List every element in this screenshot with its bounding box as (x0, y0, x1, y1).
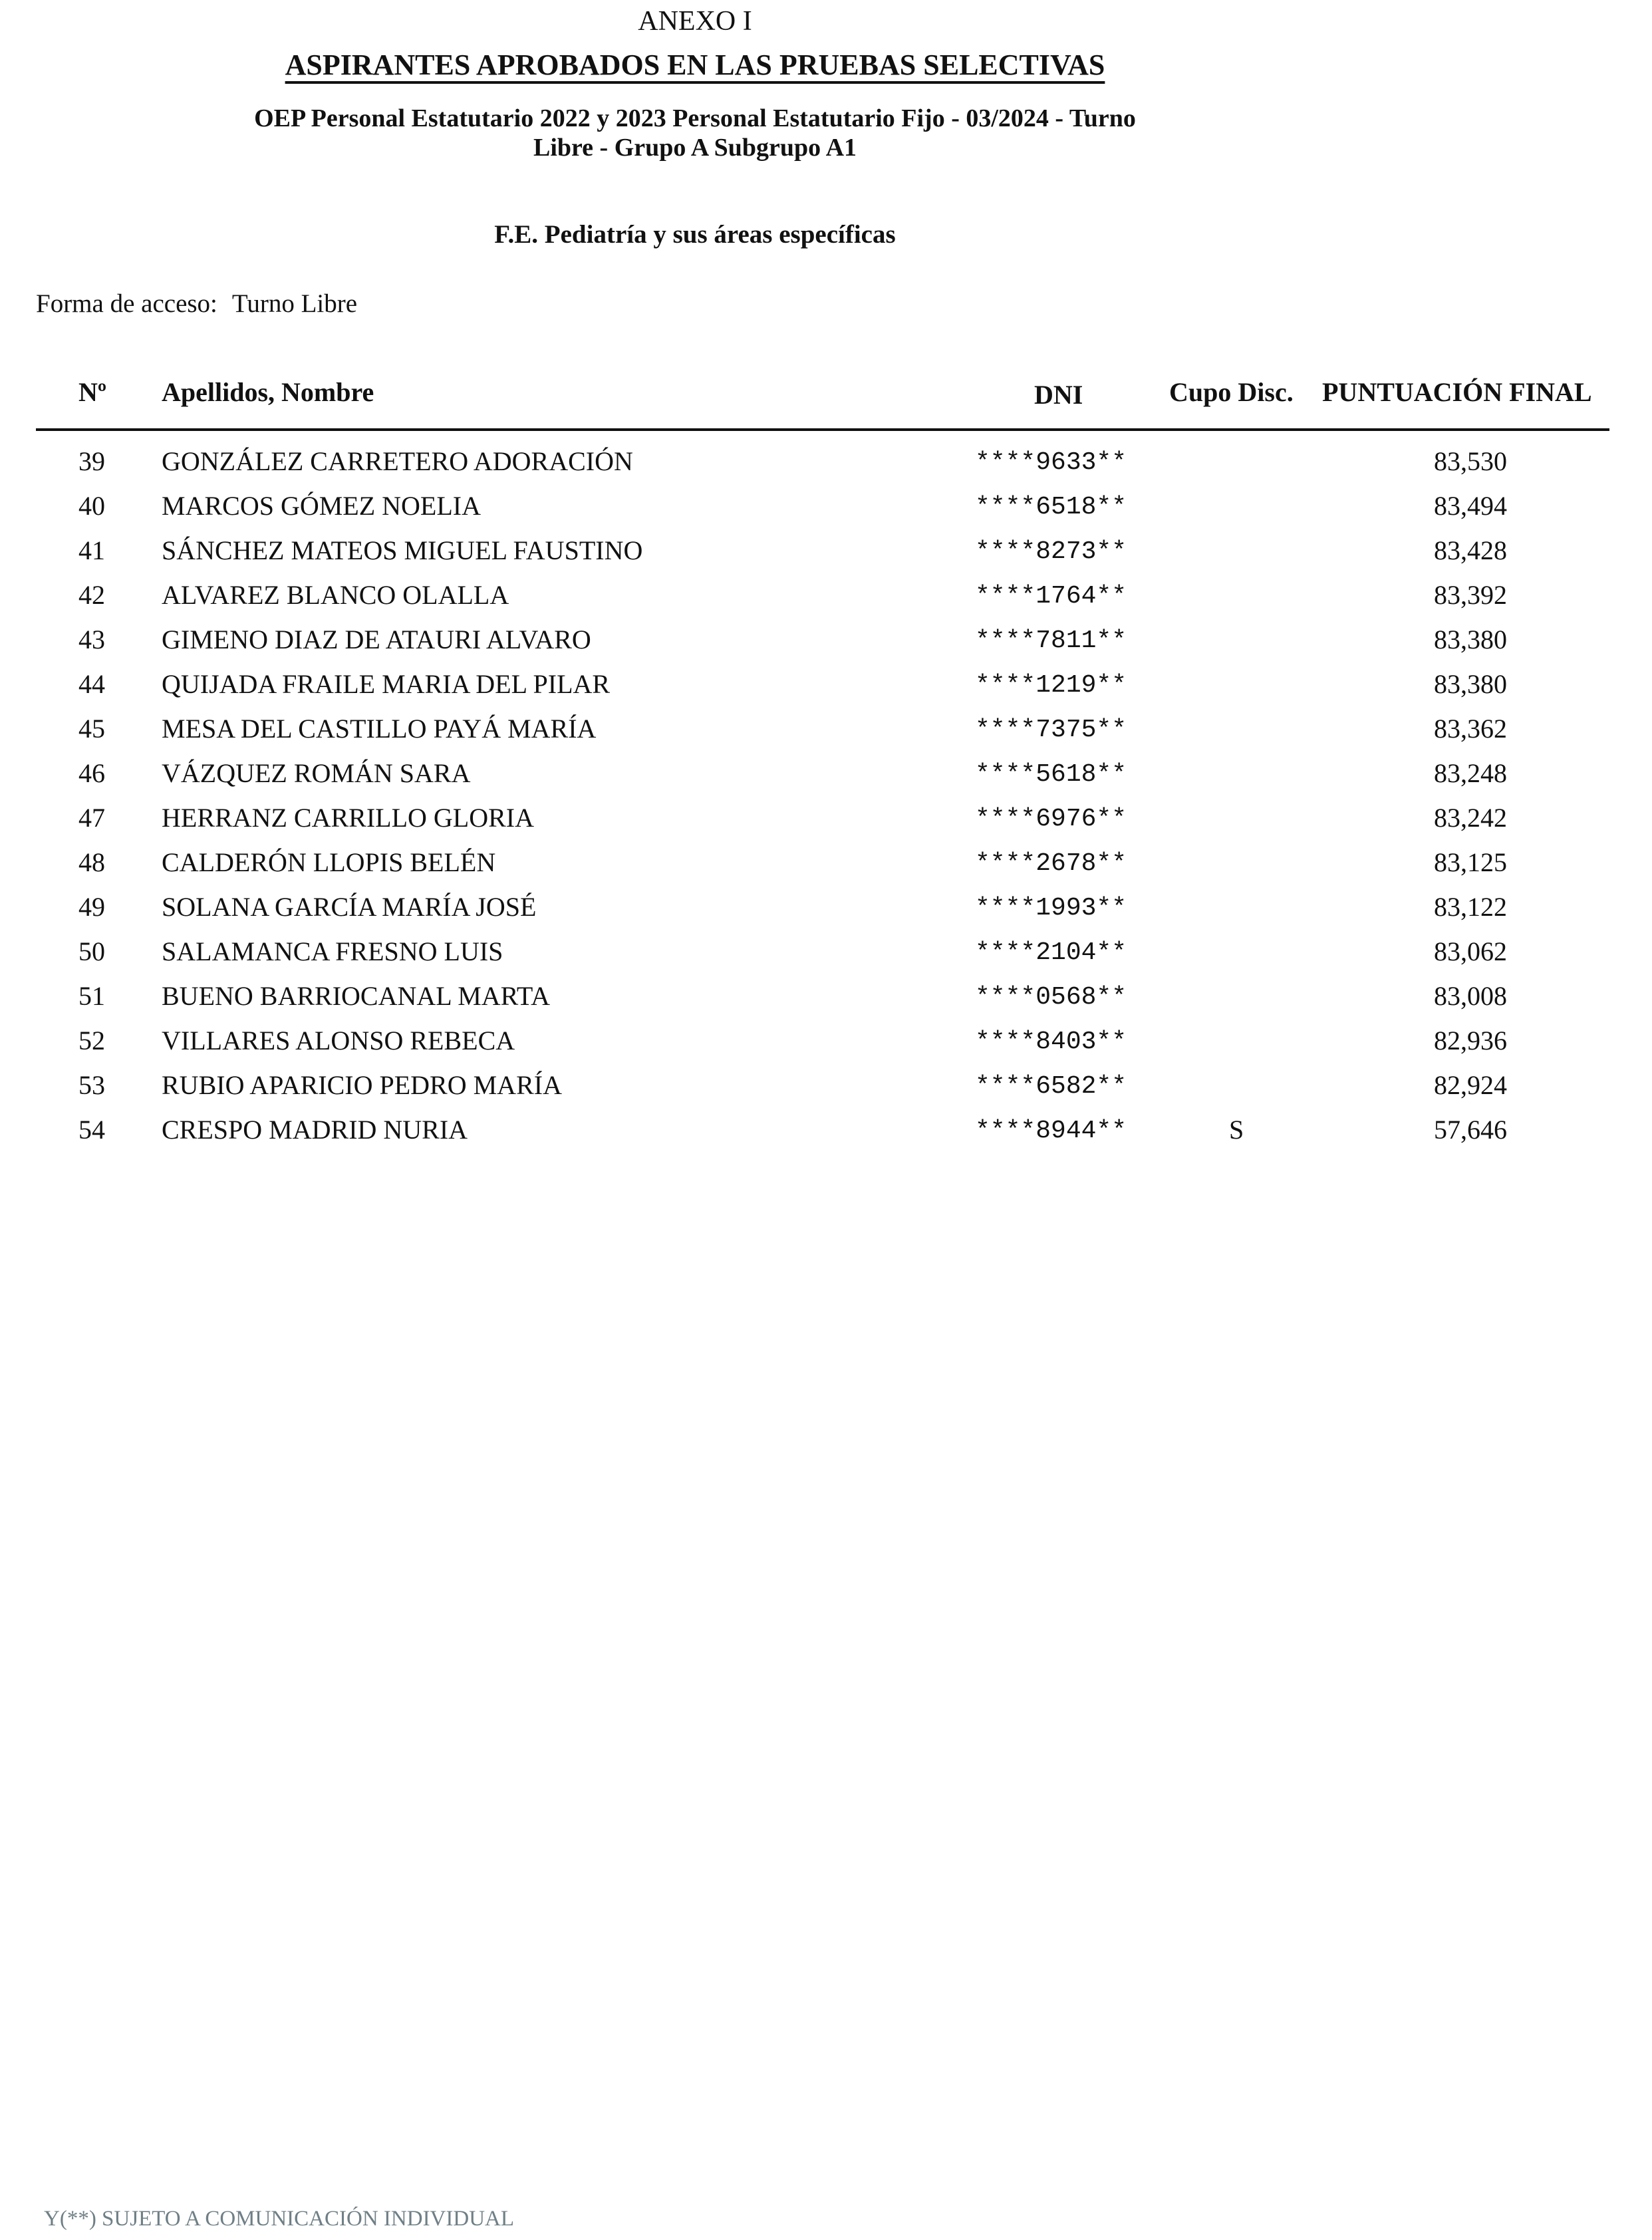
subtitle-line-2: Libre - Grupo A Subgrupo A1 (533, 134, 857, 162)
header-final-score: PUNTUACIÓN FINAL (1322, 377, 1592, 407)
row-dni: ****6976** (975, 805, 1127, 833)
row-final-score: 83,494 (1434, 491, 1507, 521)
annex-label: ANEXO I (638, 6, 752, 37)
row-cupo-disc: S (1229, 1115, 1244, 1145)
row-dni: ****6518** (975, 493, 1127, 521)
table-row (0, 709, 1652, 754)
row-final-score: 83,242 (1434, 803, 1507, 833)
row-name: CRESPO MADRID NURIA (162, 1115, 468, 1145)
row-dni: ****8403** (975, 1028, 1127, 1056)
row-dni: ****8944** (975, 1117, 1127, 1145)
table-row (0, 1110, 1652, 1155)
table-row (0, 798, 1652, 843)
header-name: Apellidos, Nombre (162, 377, 374, 407)
table-row (0, 887, 1652, 932)
row-final-score: 83,248 (1434, 758, 1507, 788)
table-row (0, 620, 1652, 664)
row-number: 52 (78, 1026, 105, 1055)
table-row (0, 1065, 1652, 1110)
row-dni: ****1764** (975, 582, 1127, 611)
row-name: HERRANZ CARRILLO GLORIA (162, 803, 534, 833)
row-name: VILLARES ALONSO REBECA (162, 1026, 515, 1055)
row-name: BUENO BARRIOCANAL MARTA (162, 981, 551, 1011)
row-number: 54 (78, 1115, 105, 1145)
footer-note: Y(**) SUJETO A COMUNICACIÓN INDIVIDUAL (44, 2207, 515, 2231)
header-divider (36, 428, 1609, 431)
row-final-score: 83,125 (1434, 847, 1507, 877)
table-row (0, 531, 1652, 575)
header-cupo-disc: Cupo Disc. (1169, 377, 1294, 407)
row-number: 50 (78, 936, 105, 966)
results-table (0, 442, 1652, 1155)
access-line (36, 289, 357, 319)
row-final-score: 83,008 (1434, 981, 1507, 1011)
row-final-score: 82,924 (1434, 1070, 1507, 1100)
row-name: MARCOS GÓMEZ NOELIA (162, 491, 481, 521)
row-dni: ****1219** (975, 671, 1127, 700)
row-number: 49 (78, 892, 105, 922)
row-final-score: 83,062 (1434, 936, 1507, 966)
header-dni: DNI (1034, 380, 1083, 410)
row-final-score: 83,122 (1434, 892, 1507, 922)
row-name: VÁZQUEZ ROMÁN SARA (162, 758, 471, 788)
row-final-score: 57,646 (1434, 1115, 1507, 1145)
row-final-score: 83,392 (1434, 580, 1507, 610)
row-final-score: 83,530 (1434, 446, 1507, 476)
subtitle-line-1: OEP Personal Estatutario 2022 y 2023 Personal Estatutario Fijo - 03/2024 - Turno (254, 104, 1136, 132)
row-number: 41 (78, 535, 105, 565)
row-final-score: 83,362 (1434, 714, 1507, 744)
row-final-score: 83,380 (1434, 625, 1507, 654)
row-name: ALVAREZ BLANCO OLALLA (162, 580, 509, 610)
document-title: ASPIRANTES APROBADOS EN LAS PRUEBAS SELECTIVAS (285, 49, 1105, 81)
header-number: Nº (78, 377, 107, 407)
table-row (0, 575, 1652, 620)
row-name: SÁNCHEZ MATEOS MIGUEL FAUSTINO (162, 535, 643, 565)
table-row (0, 976, 1652, 1021)
row-dni: ****6582** (975, 1072, 1127, 1101)
row-dni: ****9633** (975, 448, 1127, 477)
row-dni: ****2678** (975, 849, 1127, 878)
row-number: 43 (78, 625, 105, 654)
row-number: 47 (78, 803, 105, 833)
row-number: 39 (78, 446, 105, 476)
row-name: MESA DEL CASTILLO PAYÁ MARÍA (162, 714, 597, 744)
row-name: SALAMANCA FRESNO LUIS (162, 936, 503, 966)
table-row (0, 664, 1652, 709)
row-name: GONZÁLEZ CARRETERO ADORACIÓN (162, 446, 633, 476)
row-name: CALDERÓN LLOPIS BELÉN (162, 847, 496, 877)
access-value: Turno Libre (231, 289, 358, 318)
row-number: 42 (78, 580, 105, 610)
row-final-score: 82,936 (1434, 1026, 1507, 1055)
row-name: RUBIO APARICIO PEDRO MARÍA (162, 1070, 562, 1100)
row-final-score: 83,380 (1434, 669, 1507, 699)
table-row (0, 932, 1652, 976)
row-dni: ****5618** (975, 760, 1127, 789)
row-number: 45 (78, 714, 105, 744)
access-label: Forma de acceso: (36, 289, 217, 318)
row-dni: ****1993** (975, 894, 1127, 922)
table-row (0, 442, 1652, 486)
row-name: QUIJADA FRAILE MARIA DEL PILAR (162, 669, 611, 699)
row-name: SOLANA GARCÍA MARÍA JOSÉ (162, 892, 537, 922)
row-dni: ****7811** (975, 627, 1127, 655)
row-dni: ****0568** (975, 983, 1127, 1012)
table-row (0, 754, 1652, 798)
row-name: GIMENO DIAZ DE ATAURI ALVARO (162, 625, 591, 654)
specialty-heading: F.E. Pediatría y sus áreas específicas (494, 220, 896, 249)
table-row (0, 486, 1652, 531)
row-dni: ****8273** (975, 537, 1127, 566)
table-row (0, 1021, 1652, 1065)
row-final-score: 83,428 (1434, 535, 1507, 565)
row-dni: ****7375** (975, 716, 1127, 744)
row-number: 46 (78, 758, 105, 788)
row-number: 44 (78, 669, 105, 699)
document-subtitle (0, 104, 1390, 162)
row-number: 53 (78, 1070, 105, 1100)
row-number: 48 (78, 847, 105, 877)
row-dni: ****2104** (975, 938, 1127, 967)
table-row (0, 843, 1652, 887)
row-number: 51 (78, 981, 105, 1011)
row-number: 40 (78, 491, 105, 521)
